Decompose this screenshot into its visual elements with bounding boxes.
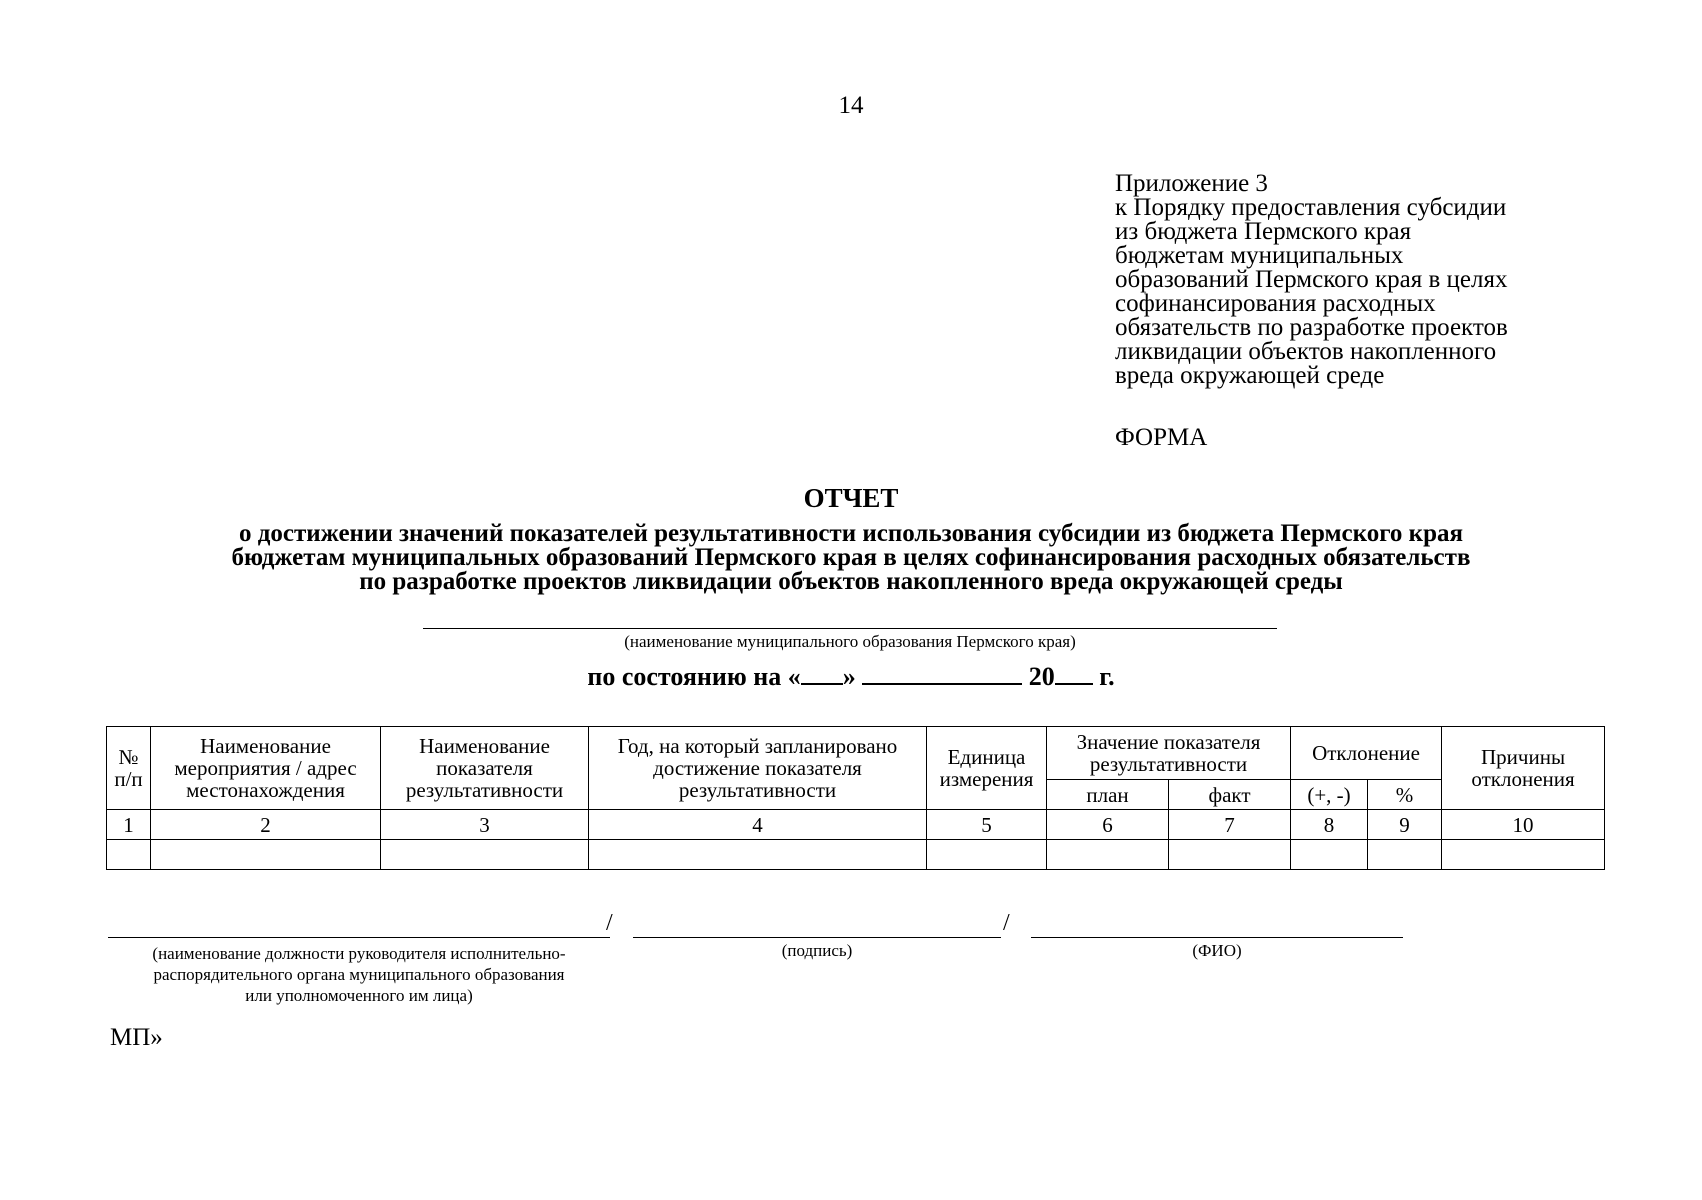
name-input-line[interactable] xyxy=(1031,937,1403,938)
appendix-block xyxy=(1115,172,1575,388)
stamp-place: МП» xyxy=(110,1024,163,1051)
empty-cell[interactable] xyxy=(589,840,927,870)
header-dev-pct: % xyxy=(1368,780,1442,810)
as-of-prefix: по состоянию на « xyxy=(587,662,801,691)
signature-caption: (подпись) xyxy=(781,941,853,960)
subtitle-line: о достижении значений показателей результативности использования субсидии из бюджета Пермского края xyxy=(238,520,1464,547)
day-field[interactable] xyxy=(801,661,843,685)
empty-cell[interactable] xyxy=(1291,840,1368,870)
header-unit: Единица измерения xyxy=(927,727,1047,810)
appendix-line: ликвидации объектов накопленного xyxy=(1115,338,1497,365)
appendix-line: вреда окружающей среде xyxy=(1115,362,1385,389)
header-plan: план xyxy=(1047,780,1169,810)
column-number: 4 xyxy=(589,810,927,840)
form-label: ФОРМА xyxy=(1115,424,1208,451)
name-caption: (ФИО) xyxy=(1192,941,1242,960)
column-number: 6 xyxy=(1047,810,1169,840)
header-num: № п/п xyxy=(107,727,151,810)
appendix-line: софинансирования расходных xyxy=(1115,290,1436,317)
empty-cell[interactable] xyxy=(381,840,589,870)
column-number: 7 xyxy=(1169,810,1291,840)
as-of-mid: » xyxy=(842,662,856,691)
column-number: 8 xyxy=(1291,810,1368,840)
column-number: 3 xyxy=(381,810,589,840)
header-value-group: Значение показателя результативности xyxy=(1047,727,1291,780)
header-dev-abs: (+, -) xyxy=(1291,780,1368,810)
subtitle-line: бюджетам муниципальных образований Пермского края в целях софинансирования расходных обязательств xyxy=(231,544,1471,571)
report-title: ОТЧЕТ xyxy=(803,483,899,513)
report-subtitle xyxy=(80,522,1622,594)
column-number: 5 xyxy=(927,810,1047,840)
empty-cell[interactable] xyxy=(1047,840,1169,870)
as-of-suffix: г. xyxy=(1099,662,1115,691)
header-fact: факт xyxy=(1169,780,1291,810)
empty-cell[interactable] xyxy=(1368,840,1442,870)
empty-cell[interactable] xyxy=(927,840,1047,870)
header-indicator: Наименование показателя результативности xyxy=(381,727,589,810)
month-field[interactable] xyxy=(862,661,1022,685)
column-number: 2 xyxy=(151,810,381,840)
column-number: 9 xyxy=(1368,810,1442,840)
subtitle-line: по разработке проектов ликвидации объектов накопленного вреда окружающей среды xyxy=(359,568,1343,595)
position-caption xyxy=(108,943,610,1006)
municipality-caption: (наименование муниципального образования Пермского края) xyxy=(624,632,1076,651)
report-table xyxy=(106,726,1605,870)
empty-cell[interactable] xyxy=(1442,840,1605,870)
slash-separator: / xyxy=(1003,910,1010,936)
appendix-line: из бюджета Пермского края xyxy=(1115,218,1412,245)
column-number: 1 xyxy=(107,810,151,840)
signature-input-line[interactable] xyxy=(633,937,1001,938)
header-year: Год, на который запланировано достижение показателя результативности xyxy=(589,727,927,810)
year-field[interactable] xyxy=(1055,661,1093,685)
position-caption-line: распорядительного органа муниципального образования xyxy=(153,965,565,984)
position-input-line[interactable] xyxy=(108,937,610,938)
year-prefix: 20 xyxy=(1028,662,1055,691)
page-number: 14 xyxy=(838,92,864,119)
empty-cell[interactable] xyxy=(1169,840,1291,870)
empty-cell[interactable] xyxy=(151,840,381,870)
as-of-date-line xyxy=(0,661,1702,692)
empty-cell[interactable] xyxy=(107,840,151,870)
appendix-line: Приложение 3 xyxy=(1115,170,1268,197)
appendix-line: образований Пермского края в целях xyxy=(1115,266,1508,293)
header-deviation-group: Отклонение xyxy=(1291,727,1442,780)
header-reasons: Причины отклонения xyxy=(1442,727,1605,810)
position-caption-line: (наименование должности руководителя исполнительно- xyxy=(152,944,566,963)
header-event: Наименование мероприятия / адрес местонахождения xyxy=(151,727,381,810)
column-number: 10 xyxy=(1442,810,1605,840)
appendix-line: к Порядку предоставления субсидии xyxy=(1115,194,1507,221)
municipality-input-line[interactable] xyxy=(423,628,1277,629)
position-caption-line: или уполномоченного им лица) xyxy=(245,986,473,1005)
appendix-line: обязательств по разработке проектов xyxy=(1115,314,1508,341)
slash-separator: / xyxy=(606,910,613,936)
appendix-line: бюджетам муниципальных xyxy=(1115,242,1404,269)
